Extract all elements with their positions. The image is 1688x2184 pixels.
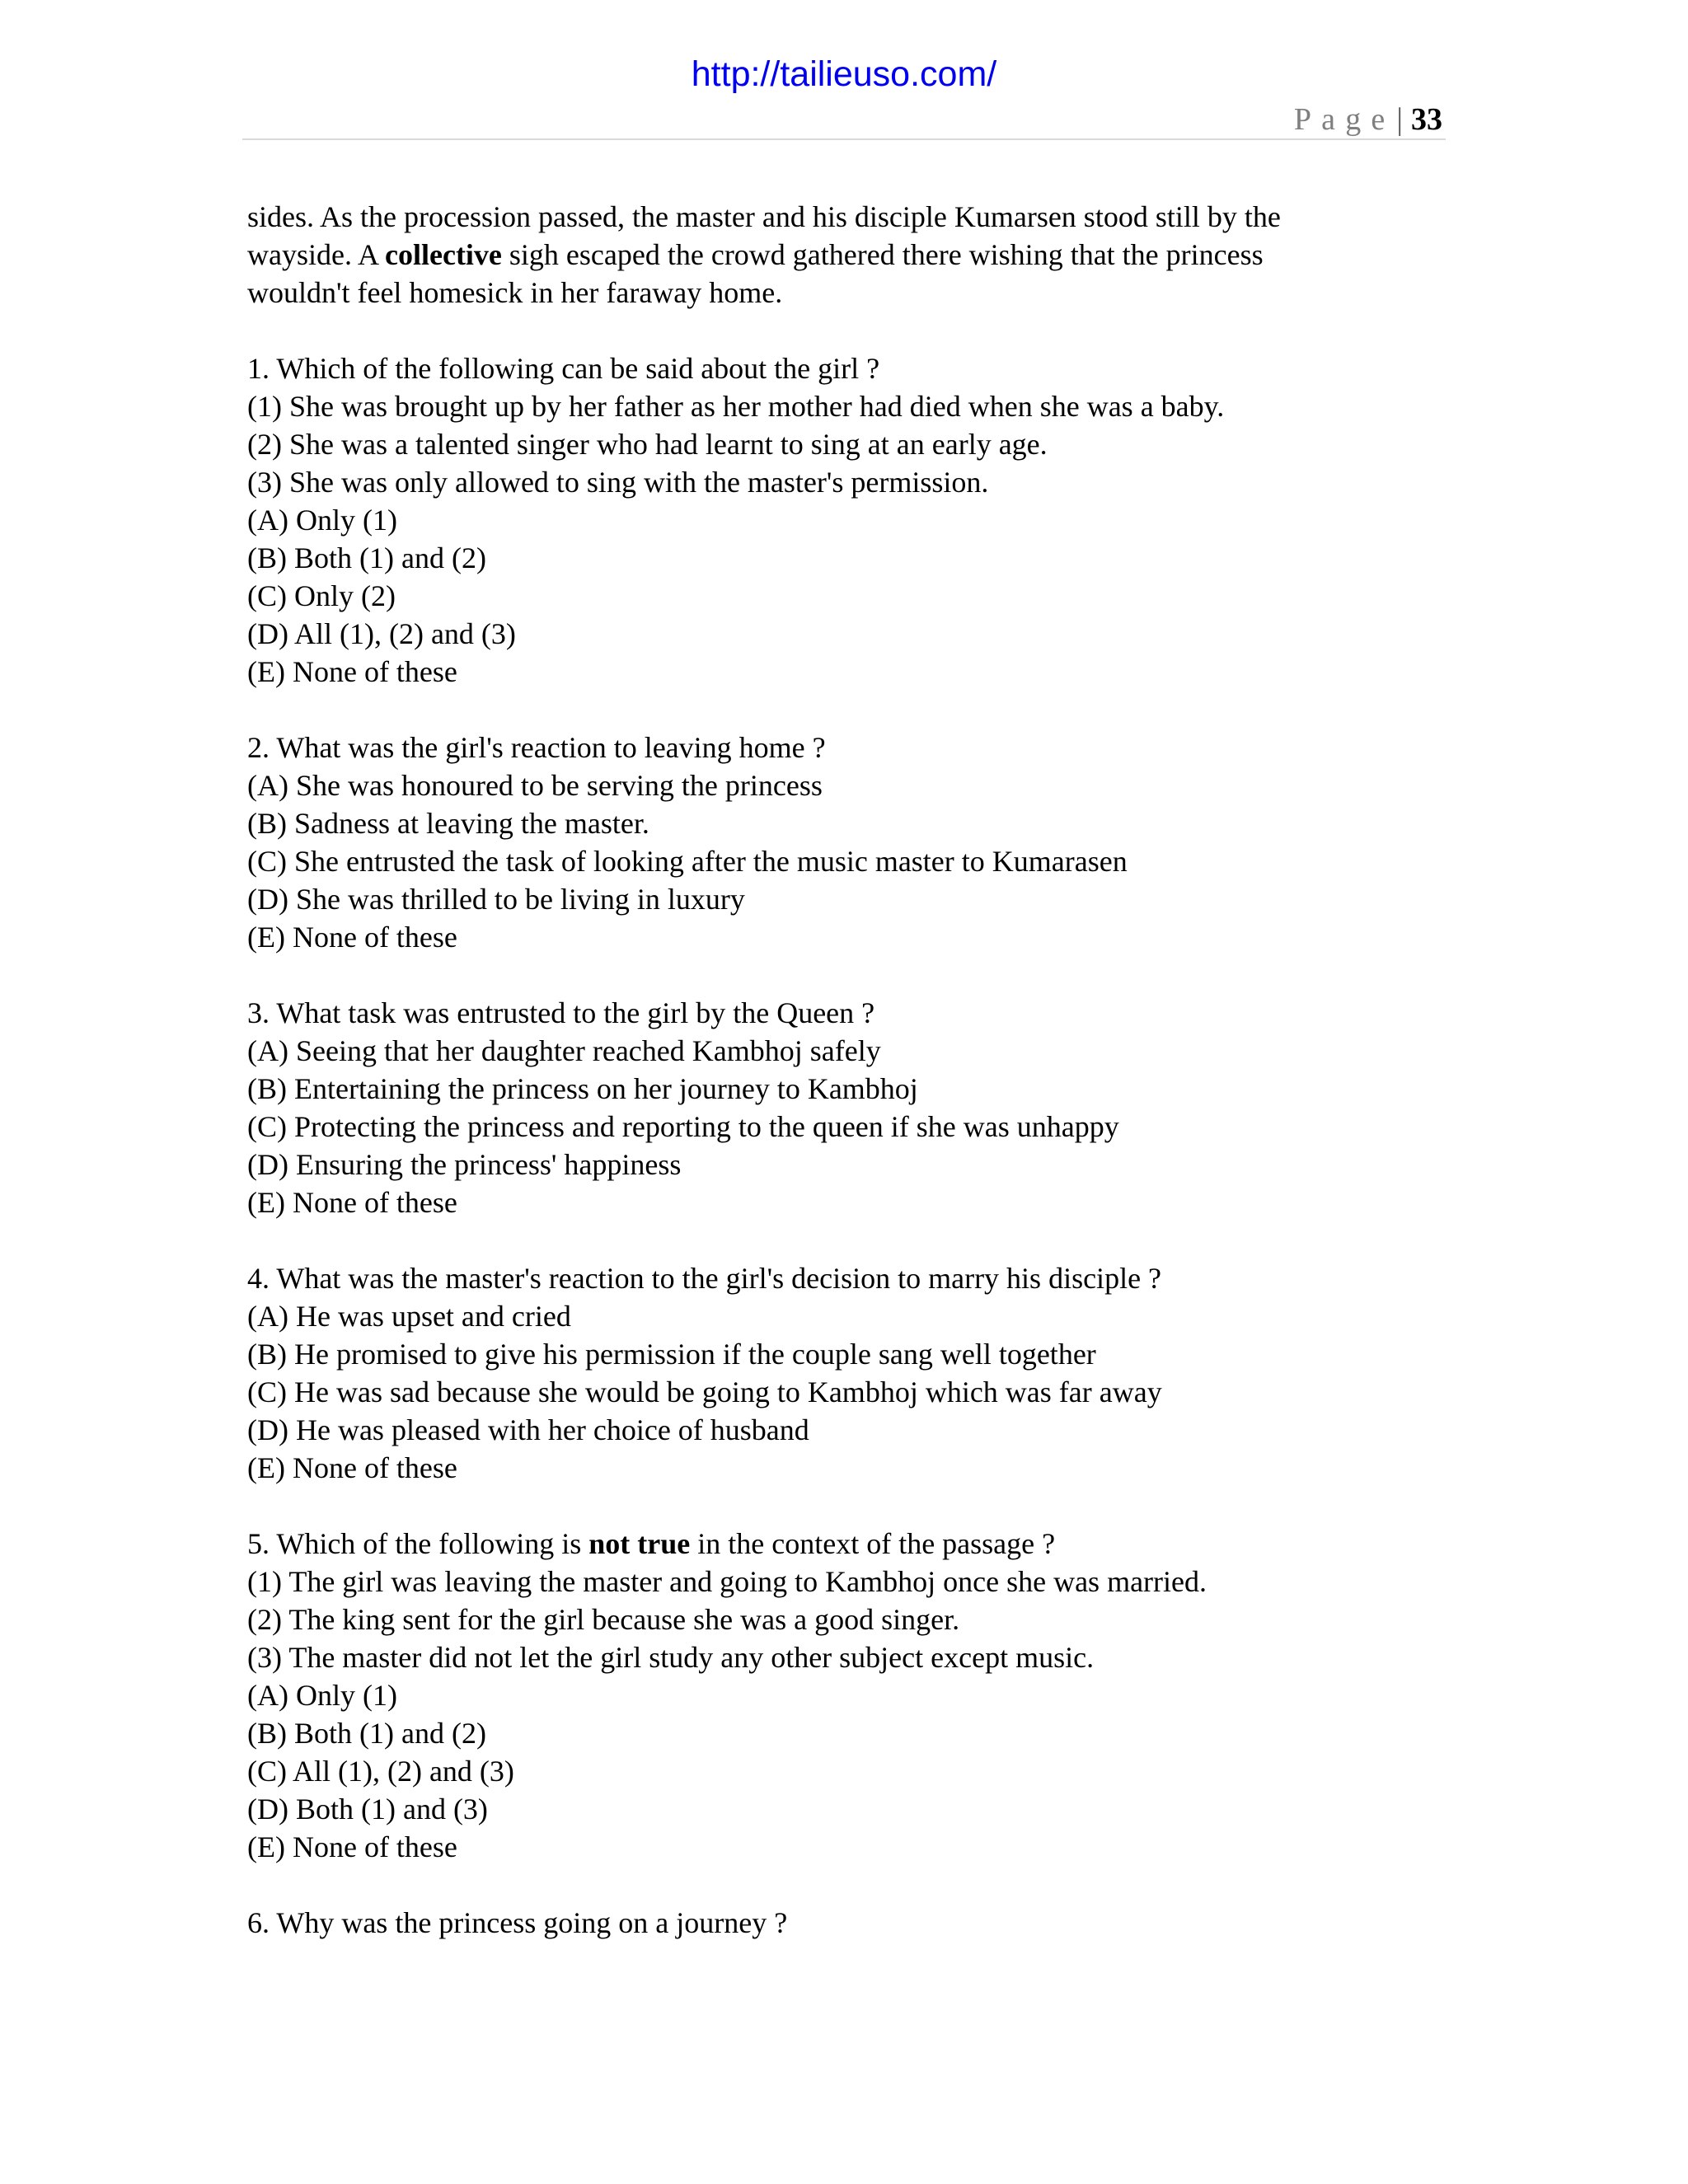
option-line: (A) Only (1) <box>247 504 397 537</box>
question-1 <box>247 349 1451 691</box>
option-line: (3) The master did not let the girl study any other subject except music. <box>247 1641 1095 1674</box>
option-line: (C) Only (2) <box>247 579 396 612</box>
option-line: (A) Seeing that her daughter reached Kambhoj safely <box>247 1034 881 1067</box>
option-line: (B) He promised to give his permission if the couple sang well together <box>247 1338 1096 1371</box>
option-line: (D) She was thrilled to be living in luxury <box>247 883 745 916</box>
question-text: 4. What was the master's reaction to the girl's decision to marry his disciple ? <box>247 1262 1162 1295</box>
option-line: (D) He was pleased with her choice of husband <box>247 1413 809 1446</box>
option-line: (E) None of these <box>247 1451 457 1484</box>
option-line: (1) The girl was leaving the master and going to Kambhoj once she was married. <box>247 1565 1207 1598</box>
passage-text-run: wayside. A <box>247 238 385 271</box>
page-content <box>247 198 1451 1980</box>
question-text-run: in the context of the passage ? <box>690 1527 1056 1560</box>
page-number-label <box>1294 101 1442 138</box>
option-line: (A) He was upset and cried <box>247 1300 571 1333</box>
passage-text-run: sigh escaped the crowd gathered there wishing that the princess <box>501 238 1264 271</box>
passage-line <box>247 236 1451 274</box>
option-line: (A) Only (1) <box>247 1679 397 1712</box>
header-url-link[interactable]: http://tailieuso.com/ <box>691 54 997 94</box>
option-line: (3) She was only allowed to sing with the master's permission. <box>247 466 989 499</box>
option-line: (C) Protecting the princess and reporting to the queen if she was unhappy <box>247 1110 1119 1143</box>
passage-line: wouldn't feel homesick in her faraway home. <box>247 276 783 309</box>
option-line: (E) None of these <box>247 1186 457 1219</box>
header-divider <box>242 138 1446 140</box>
option-line: (D) Both (1) and (3) <box>247 1793 488 1825</box>
option-line: (E) None of these <box>247 1830 457 1863</box>
option-line: (E) None of these <box>247 921 457 954</box>
passage-text <box>247 198 1451 312</box>
question-3 <box>247 994 1451 1221</box>
page-word: Page <box>1293 102 1395 137</box>
option-line: (A) She was honoured to be serving the princess <box>247 769 823 802</box>
passage-bold-word: collective <box>385 238 502 271</box>
option-line: (D) Ensuring the princess' happiness <box>247 1148 682 1181</box>
question-text: 2. What was the girl's reaction to leaving home ? <box>247 731 826 764</box>
question-text: 6. Why was the princess going on a journey ? <box>247 1906 788 1939</box>
option-line: (C) He was sad because she would be going to Kambhoj which was far away <box>247 1376 1162 1408</box>
option-line: (1) She was brought up by her father as her mother had died when she was a baby. <box>247 390 1225 423</box>
question-text: 1. Which of the following can be said about the girl ? <box>247 352 880 385</box>
page-separator: | <box>1396 102 1403 137</box>
option-line: (E) None of these <box>247 655 457 688</box>
option-line: (D) All (1), (2) and (3) <box>247 617 516 650</box>
option-line: (B) Both (1) and (2) <box>247 541 486 574</box>
question-text-run: 5. Which of the following is <box>247 1527 589 1560</box>
option-line: (2) The king sent for the girl because she was a good singer. <box>247 1603 960 1636</box>
page-number: 33 <box>1411 102 1442 137</box>
question-5 <box>247 1525 1451 1866</box>
option-line: (B) Sadness at leaving the master. <box>247 807 649 840</box>
question-2 <box>247 729 1451 956</box>
question-bold-phrase: not true <box>588 1527 691 1560</box>
question-4 <box>247 1259 1451 1487</box>
passage-line: sides. As the procession passed, the master and his disciple Kumarsen stood still by the <box>247 200 1281 233</box>
question-text: 3. What task was entrusted to the girl by the Queen ? <box>247 996 875 1029</box>
option-line: (C) She entrusted the task of looking after the music master to Kumarasen <box>247 845 1128 878</box>
question-6 <box>247 1904 1451 1942</box>
option-line: (B) Entertaining the princess on her journey to Kambhoj <box>247 1072 918 1105</box>
option-line: (2) She was a talented singer who had learnt to sing at an early age. <box>247 428 1048 461</box>
option-line: (B) Both (1) and (2) <box>247 1717 486 1750</box>
option-line: (C) All (1), (2) and (3) <box>247 1755 514 1788</box>
question-text <box>247 1525 1451 1563</box>
